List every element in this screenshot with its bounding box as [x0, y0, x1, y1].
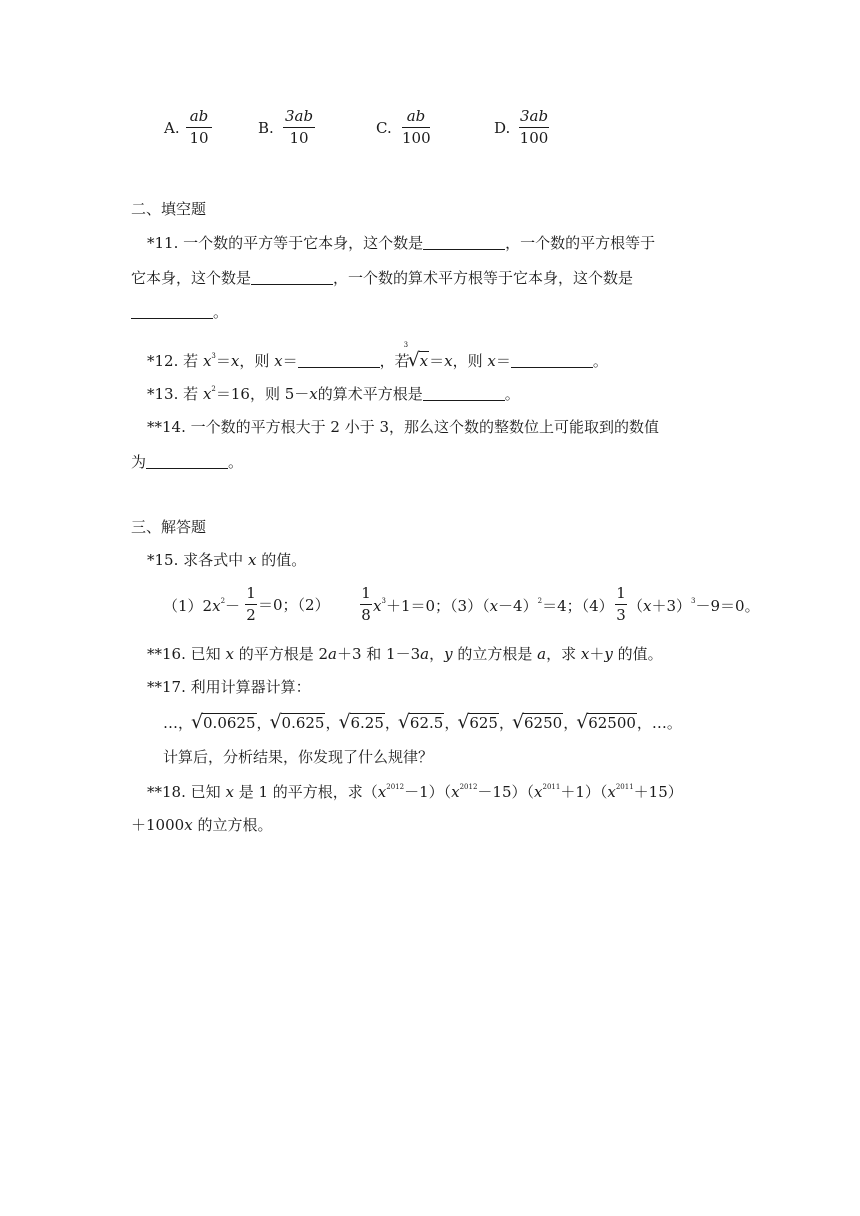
- option-d-label: D.: [494, 119, 511, 137]
- question-17-roots: …，√ 0.0625，√ 0.625，√ 6.25，√ 62.5，√ 625，√ 6250，√ 62500，…。: [163, 716, 682, 731]
- sqrt-3: √ 62.5: [400, 716, 444, 731]
- sqrt-2: √ 6.25: [341, 716, 385, 731]
- option-a-label: A.: [164, 119, 180, 137]
- option-c-label: C.: [376, 119, 392, 137]
- question-14-line-2: 为 。: [131, 453, 244, 471]
- question-11-line-3: 。: [131, 304, 228, 320]
- section-title-fill-in: 二、填空题: [131, 200, 207, 218]
- question-16: **16. 已知 x 的平方根是 2a＋3 和 1－3a，y 的立方根是 a，求 x＋y 的值。: [147, 645, 663, 663]
- option-c-fraction: ab 100: [402, 107, 431, 148]
- answer-blank: [131, 304, 213, 319]
- sqrt-0: √ 0.0625: [193, 716, 257, 731]
- sqrt-4: √ 625: [459, 716, 499, 731]
- question-11-line-1: *11. 一个数的平方等于它本身，这个数是 ，一个数的平方根等于: [147, 234, 656, 252]
- answer-blank: [511, 353, 593, 368]
- question-17: **17. 利用计算器计算：: [147, 678, 311, 696]
- answer-blank: [423, 235, 505, 250]
- answer-blank: [423, 386, 505, 401]
- answer-blank: [251, 270, 333, 285]
- option-b-fraction: 3ab 10: [284, 107, 314, 148]
- question-15: *15. 求各式中 x 的值。: [147, 551, 307, 569]
- fraction-eighth: 1 8: [361, 584, 371, 625]
- sqrt-6: √ 62500: [578, 716, 637, 731]
- question-14-line-1: **14. 一个数的平方根大于 2 小于 3，那么这个数的整数位上可能取到的数值: [147, 418, 660, 436]
- question-18-line-1: **18. 已知 x 是 1 的平方根，求$(x^{2012}-1)(x^{2012}-15)(x^{2011}+1)(x^{2011}+15)$: [147, 783, 683, 801]
- option-a-fraction: ab 10: [186, 108, 212, 148]
- question-11-line-2: 它本身，这个数是 ，一个数的算术平方根等于它本身，这个数是: [131, 269, 634, 287]
- question-18-line-2: ＋1000x 的立方根。: [131, 816, 273, 834]
- fraction-third: 1 3: [616, 584, 626, 625]
- option-d-fraction: 3ab 100: [519, 107, 549, 148]
- question-17-prompt: 计算后，分析结果，你发现了什么规律？: [163, 748, 434, 766]
- question-13: *13. 若 $x^2=16$，则 5－x的算术平方根是 。: [147, 385, 520, 403]
- cube-root: √ 3 x: [410, 354, 429, 369]
- answer-blank: [146, 454, 228, 469]
- fraction-half: 1 2: [246, 584, 256, 625]
- option-b-label: B.: [258, 119, 274, 137]
- sqrt-1: √ 0.625: [272, 716, 326, 731]
- sqrt-5: √ 6250: [514, 716, 563, 731]
- section-title-solve: 三、解答题: [131, 518, 207, 536]
- answer-blank: [298, 353, 380, 368]
- question-12: *12. 若 $x^3=x$，则 x＝ ，若 √ 3 x＝x，则 x＝ 。: [147, 353, 608, 369]
